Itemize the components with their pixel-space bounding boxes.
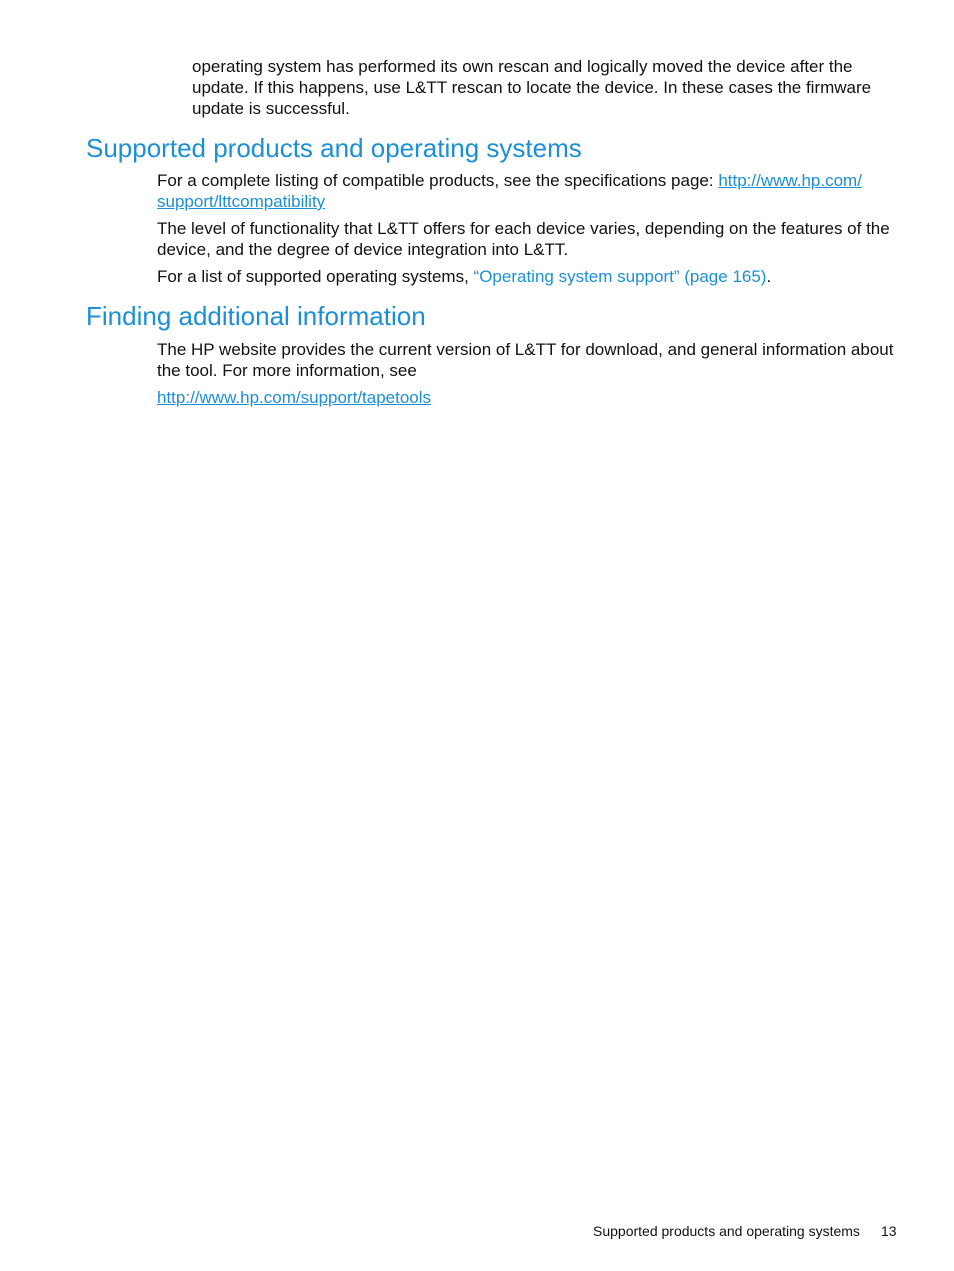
compatibility-link-part1[interactable]: http://www.hp.com/ — [718, 171, 862, 190]
finding-info-heading: Finding additional information — [86, 301, 426, 331]
compatibility-link-part2[interactable]: support/lttcompatibility — [157, 192, 326, 211]
os-support-period: . — [766, 267, 772, 286]
tapetools-link[interactable]: http://www.hp.com/support/tapetools — [157, 388, 432, 407]
footer-page-number: 13 — [881, 1223, 897, 1239]
intro-paragraph: operating system has performed its own rescan and logically moved the device after the update. If this happens, use L&TT rescan to locate the device. In these cases the firmware update is successful. — [192, 57, 872, 118]
compatibility-paragraph — [157, 170, 902, 212]
os-support-xref-link[interactable]: “Operating system support” (page 165) — [473, 267, 767, 286]
os-support-paragraph — [157, 266, 902, 287]
compatibility-text: For a complete listing of compatible products, see the specifications page: — [157, 171, 719, 190]
os-support-text: For a list of supported operating systems, — [157, 267, 474, 286]
tapetools-link-paragraph — [157, 387, 431, 408]
hp-website-paragraph: The HP website provides the current version of L&TT for download, and general information about the tool. For more information, see — [157, 340, 894, 380]
footer-section-title: Supported products and operating systems — [593, 1223, 860, 1239]
supported-products-heading: Supported products and operating systems — [86, 133, 582, 163]
functionality-paragraph: The level of functionality that L&TT offers for each device varies, depending on the features of the device, and the degree of device integration into L&TT. — [157, 219, 890, 259]
